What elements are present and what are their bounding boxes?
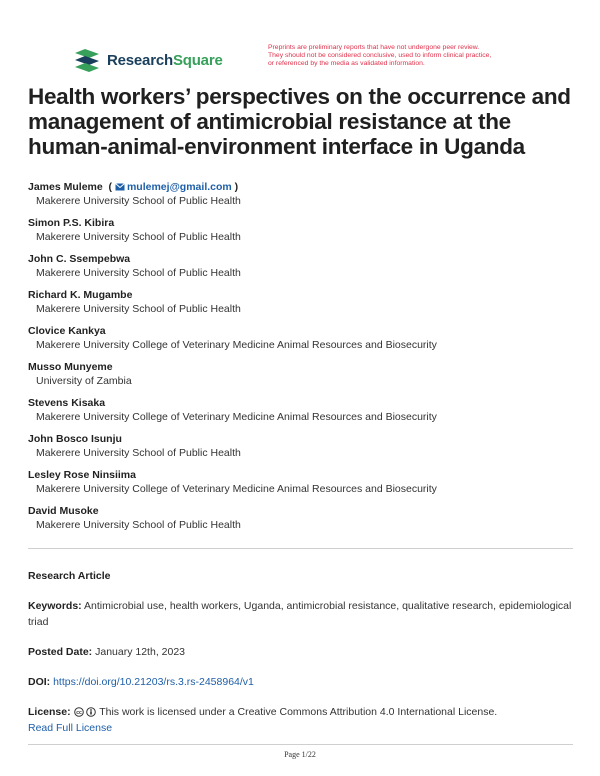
author-affiliation: Makerere University College of Veterinary Medicine Animal Resources and Biosecurity (36, 483, 437, 495)
author-affiliation: Makerere University School of Public Health (36, 447, 241, 459)
author-name: Lesley Rose Ninsiima (28, 469, 136, 481)
author-entry (28, 325, 588, 361)
author-name: Simon P.S. Kibira (28, 217, 115, 229)
author-affiliation: Makerere University School of Public Health (36, 195, 241, 207)
notice-line: They should not be considered conclusive, used to inform clinical practice, (268, 52, 492, 59)
paper-title: Health workers’ perspectives on the occurrence and management of antimicrobial resistance at the human-animal-environment interface in Uganda (28, 84, 571, 159)
author-name: James Muleme ( mulemej@gmail.com ) (28, 181, 239, 193)
article-type-label: Research Article (28, 570, 111, 582)
posted-date-value: January 12th, 2023 (95, 646, 186, 658)
author-email-link[interactable]: mulemej@gmail.com (126, 181, 232, 193)
envelope-icon (115, 183, 125, 191)
footer-divider (28, 744, 573, 745)
research-square-logo-icon (73, 48, 101, 72)
author-name: John C. Ssempebwa (28, 253, 131, 265)
author-entry (28, 289, 588, 325)
author-name: John Bosco Isunju (28, 433, 122, 445)
author-affiliation: Makerere University School of Public Health (36, 267, 241, 279)
doi-label: DOI: (28, 676, 51, 688)
page-number: Page 1/22 (284, 750, 316, 759)
author-affiliation: Makerere University School of Public Health (36, 303, 241, 315)
author-affiliation: Makerere University College of Veterinary Medicine Animal Resources and Biosecurity (36, 411, 437, 423)
author-entry (28, 181, 588, 217)
doi (28, 674, 573, 690)
keywords-value: Antimicrobial use, health workers, Uganda, antimicrobial resistance, qualitative research, epidemiological triad (28, 600, 572, 628)
author-name: Richard K. Mugambe (28, 289, 133, 301)
logo-text-accent: Square (172, 51, 223, 69)
author-entry (28, 253, 588, 289)
posted-date (28, 644, 573, 660)
creative-commons-icon (74, 707, 84, 717)
posted-date-label: Posted Date: (28, 646, 93, 658)
logo-text-main: Research (107, 51, 173, 69)
keywords (28, 598, 573, 630)
author-affiliation: Makerere University School of Public Health (36, 519, 241, 531)
author-entry (28, 505, 588, 541)
license (28, 704, 573, 736)
author-entry (28, 217, 588, 253)
author-entry (28, 433, 588, 469)
license-label: License: (28, 706, 71, 718)
svg-text:cc: cc (75, 710, 82, 717)
attribution-icon (86, 707, 96, 717)
preprint-notice (268, 44, 538, 68)
notice-line: Preprints are preliminary reports that have not undergone peer review. (268, 44, 480, 51)
keywords-label: Keywords: (28, 600, 82, 612)
notice-line: or referenced by the media as validated information. (268, 60, 425, 67)
author-entry (28, 397, 588, 433)
research-square-logo[interactable] (73, 48, 223, 72)
section-divider (28, 548, 573, 549)
author-affiliation: University of Zambia (36, 375, 132, 387)
read-full-license-link[interactable]: Read Full License (28, 722, 113, 734)
license-text: This work is licensed under a Creative Commons Attribution 4.0 International License. (99, 706, 498, 718)
author-entry (28, 469, 588, 505)
author-affiliation: Makerere University College of Veterinary Medicine Animal Resources and Biosecurity (36, 339, 437, 351)
author-name: David Musoke (28, 505, 99, 517)
logo-text (107, 52, 223, 69)
author-name: Musso Munyeme (28, 361, 113, 373)
author-list (28, 181, 588, 541)
author-entry (28, 361, 588, 397)
author-name: Clovice Kankya (28, 325, 106, 337)
header (0, 0, 600, 80)
author-affiliation: Makerere University School of Public Health (36, 231, 241, 243)
article-type (28, 568, 573, 584)
doi-link[interactable]: https://doi.org/10.21203/rs.3.rs-2458964/v1 (53, 676, 254, 688)
author-name: Stevens Kisaka (28, 397, 106, 409)
